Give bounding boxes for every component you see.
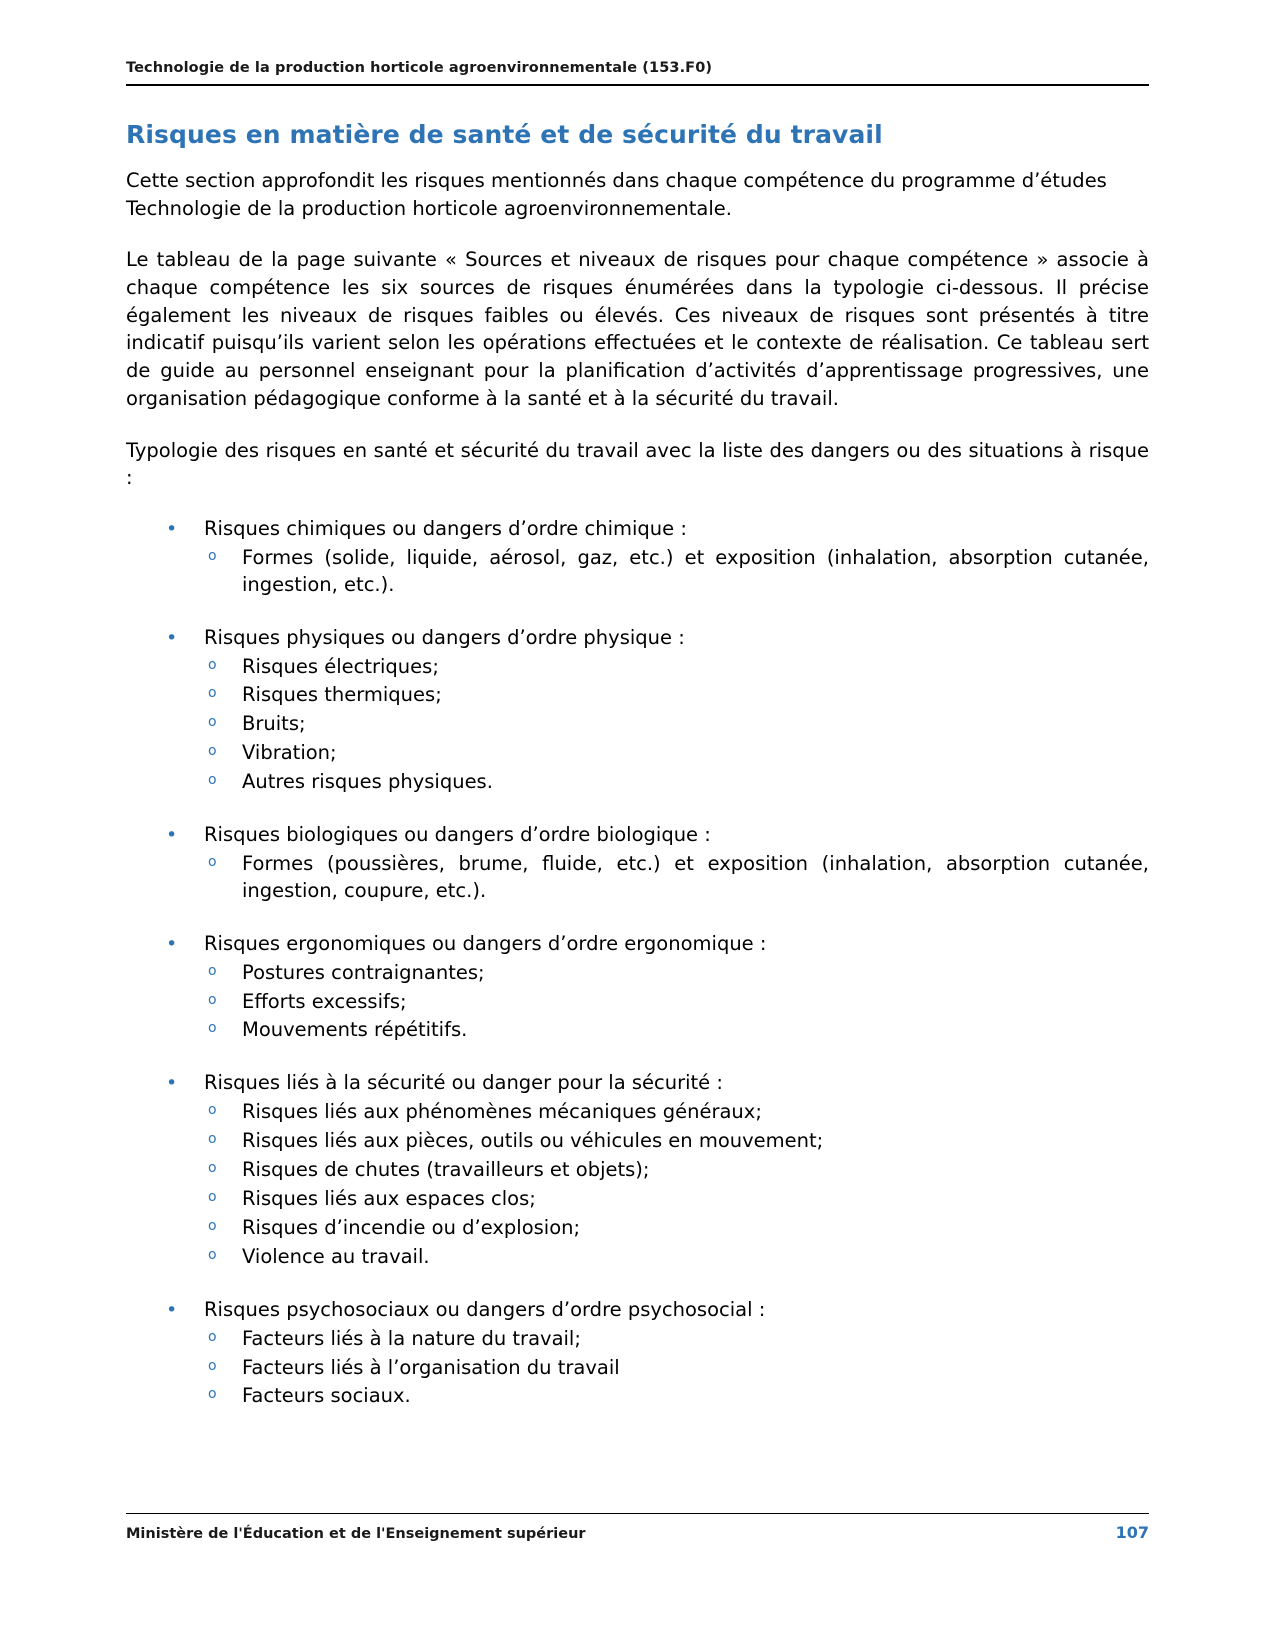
- risk-subitem-text: Efforts excessifs;: [242, 989, 407, 1013]
- list-item: [126, 1383, 1149, 1410]
- risk-category-label: Risques ergonomiques ou dangers d’ordre ergonomique :: [204, 931, 767, 955]
- risk-subitem-text: Postures contraignantes;: [242, 960, 485, 984]
- risk-subitem-text: Violence au travail.: [242, 1244, 430, 1268]
- page-header: [126, 60, 1149, 86]
- bullet-icon: •: [166, 1072, 178, 1095]
- risk-category-label: Risques psychosociaux ou dangers d’ordre psychosocial :: [204, 1297, 766, 1321]
- list-item: [126, 822, 1149, 905]
- list-item: [126, 740, 1149, 767]
- list-item: [126, 545, 1149, 599]
- footer-row: [126, 1523, 1149, 1542]
- risk-subitem-text: Risques thermiques;: [242, 683, 442, 707]
- list-item: [126, 516, 1149, 599]
- footer-organization: Ministère de l'Éducation et de l'Enseignement supérieur: [126, 1526, 586, 1542]
- risk-subitem-text: Risques liés aux phénomènes mécaniques généraux;: [242, 1100, 762, 1124]
- table-note-paragraph: Le tableau de la page suivante « Sources et niveaux de risques pour chaque compétence » associe à chaque compétence les six sources de risques énumérées dans la typologie ci-dessous. Il précise également les niveaux de risques faibles ou élevés. Ces niveaux de risques sont présentés à titre indicatif puisqu’ils varient selon les opérations effectuées et le contexte de réalisation. Ce tableau sert de guide au personnel enseignant pour la planification d’activités d’apprentissage progressives, une organisation pédagogique conforme à la santé et à la sécurité du travail.: [126, 248, 1149, 410]
- list-item: [126, 1326, 1149, 1353]
- list-item: [126, 989, 1149, 1016]
- list-item: [126, 1215, 1149, 1242]
- risk-subitem-text: Formes (solide, liquide, aérosol, gaz, etc.) et exposition (inhalation, absorption cutanée, ingestion, etc.).: [242, 545, 1149, 596]
- risk-subitem-text: Risques d’incendie ou d’explosion;: [242, 1215, 581, 1239]
- list-item: [126, 625, 1149, 796]
- risk-subitem-list: [126, 545, 1149, 599]
- risk-subitem-text: Formes (poussières, brume, fluide, etc.) et exposition (inhalation, absorption cutanée, ingestion, coupure, etc.).: [242, 851, 1149, 902]
- page-title: Risques en matière de santé et de sécurité du travail: [126, 120, 883, 149]
- risk-typology-list: [126, 516, 1149, 1410]
- header-program-title: Technologie de la production horticole agroenvironnementale (153.F0): [126, 60, 713, 76]
- risk-category-label-row: [126, 516, 1149, 543]
- circle-bullet-icon: o: [208, 772, 217, 789]
- risk-category-label: Risques chimiques ou dangers d’ordre chimique :: [204, 516, 687, 540]
- circle-bullet-icon: o: [208, 853, 217, 870]
- risk-category-label-row: [126, 931, 1149, 958]
- risk-category-label-row: [126, 1297, 1149, 1324]
- circle-bullet-icon: o: [208, 1102, 217, 1119]
- circle-bullet-icon: o: [208, 1020, 217, 1037]
- circle-bullet-icon: o: [208, 547, 217, 564]
- page-footer: [126, 1513, 1149, 1542]
- footer-divider: [126, 1513, 1149, 1514]
- circle-bullet-icon: o: [208, 1328, 217, 1345]
- circle-bullet-icon: o: [208, 1217, 217, 1234]
- header-divider: [126, 84, 1149, 86]
- risk-subitem-text: Facteurs liés à la nature du travail;: [242, 1326, 581, 1350]
- risk-subitem-text: Mouvements répétitifs.: [242, 1018, 468, 1042]
- risk-subitem-list: [126, 851, 1149, 905]
- circle-bullet-icon: o: [208, 1246, 217, 1263]
- risk-subitem-text: Bruits;: [242, 712, 306, 736]
- page-number: 107: [1115, 1523, 1149, 1542]
- list-item: [126, 711, 1149, 738]
- bullet-icon: •: [166, 626, 178, 649]
- intro-paragraph: Cette section approfondit les risques mentionnés dans chaque compétence du programme d’études Technologie de la production horticole agroenvironnementale.: [126, 169, 1107, 220]
- bullet-icon: •: [166, 932, 178, 955]
- risk-subitem-text: Risques liés aux espaces clos;: [242, 1187, 536, 1210]
- risk-category-label: Risques physiques ou dangers d’ordre physique :: [204, 625, 685, 649]
- typology-lead-paragraph: Typologie des risques en santé et sécurité du travail avec la liste des dangers ou des situations à risque :: [126, 438, 1149, 490]
- list-item: [126, 1297, 1149, 1411]
- list-item: [126, 1099, 1149, 1126]
- list-item: [126, 1157, 1149, 1184]
- list-item: [126, 1017, 1149, 1044]
- list-item: [126, 851, 1149, 905]
- risk-category-label: Risques liés à la sécurité ou danger pour la sécurité :: [204, 1071, 723, 1095]
- risk-subitem-text: Risques électriques;: [242, 654, 439, 678]
- risk-subitem-list: [126, 1099, 1149, 1270]
- risk-subitem-text: Facteurs sociaux.: [242, 1384, 411, 1408]
- risk-subitem-list: [126, 654, 1149, 797]
- list-item: [126, 1244, 1149, 1271]
- bullet-icon: •: [166, 824, 178, 847]
- circle-bullet-icon: o: [208, 1189, 217, 1205]
- risk-category-label-row: [126, 625, 1149, 652]
- risk-subitem-list: [126, 960, 1149, 1045]
- circle-bullet-icon: o: [208, 1357, 217, 1374]
- circle-bullet-icon: o: [208, 1160, 217, 1177]
- list-item: [126, 682, 1149, 709]
- list-item: [126, 931, 1149, 1045]
- list-item: [126, 654, 1149, 681]
- risk-subitem-text: Risques de chutes (travailleurs et objets);: [242, 1158, 650, 1182]
- circle-bullet-icon: o: [208, 1386, 217, 1403]
- circle-bullet-icon: o: [208, 743, 217, 760]
- risk-category-label: Risques biologiques ou dangers d’ordre biologique :: [204, 823, 711, 847]
- page-content: [126, 60, 1149, 1412]
- list-item: [126, 1070, 1149, 1270]
- circle-bullet-icon: o: [208, 1131, 217, 1148]
- list-item: [126, 1128, 1149, 1155]
- bullet-icon: •: [166, 517, 178, 540]
- risk-category-label-row: [126, 1070, 1149, 1097]
- list-item: [126, 1355, 1149, 1382]
- circle-bullet-icon: o: [208, 685, 217, 702]
- list-item: [126, 1186, 1149, 1213]
- risk-subitem-text: Autres risques physiques.: [242, 770, 493, 794]
- risk-subitem-text: Risques liés aux pièces, outils ou véhicules en mouvement;: [242, 1129, 824, 1153]
- risk-subitem-text: Facteurs liés à l’organisation du travail: [242, 1355, 620, 1379]
- list-item: [126, 960, 1149, 987]
- list-item: [126, 769, 1149, 796]
- risk-category-label-row: [126, 822, 1149, 849]
- circle-bullet-icon: o: [208, 714, 217, 731]
- circle-bullet-icon: o: [208, 962, 217, 979]
- risk-subitem-list: [126, 1326, 1149, 1411]
- bullet-icon: •: [166, 1298, 178, 1321]
- circle-bullet-icon: o: [208, 656, 217, 673]
- risk-subitem-text: Vibration;: [242, 741, 337, 765]
- circle-bullet-icon: o: [208, 991, 217, 1008]
